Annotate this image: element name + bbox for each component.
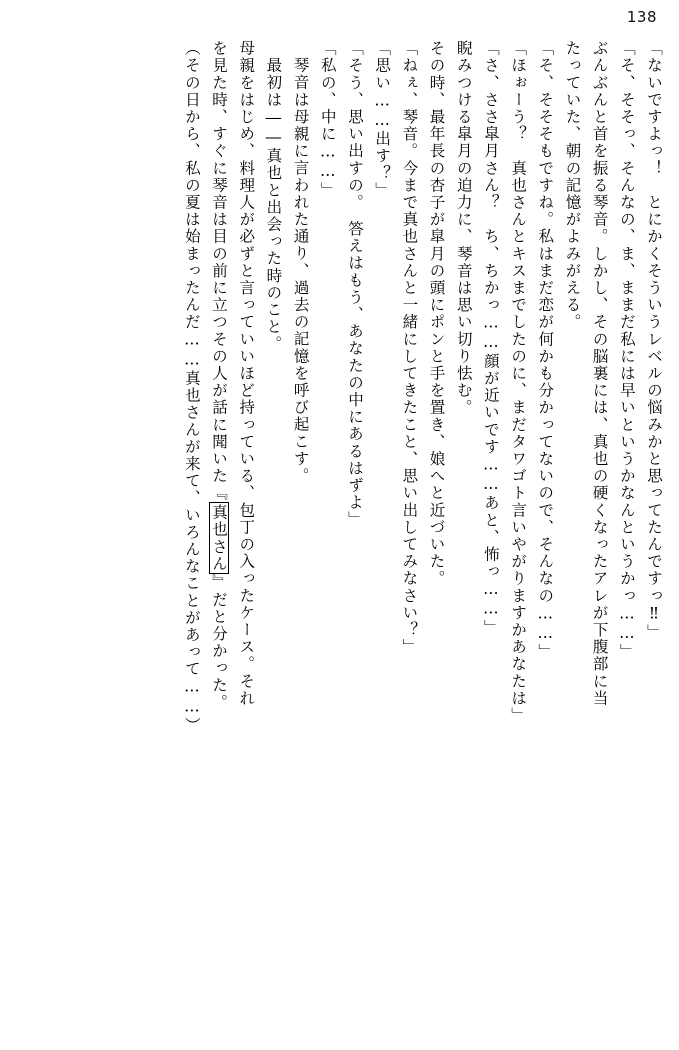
text-line: 「思い……出す？」	[373, 40, 392, 199]
emphasized-name: 真也さん	[210, 503, 228, 573]
page-number: 138	[626, 8, 657, 26]
text-line: 「そう、思い出すの。 答えはもう、あなたの中にあるはずよ」	[345, 40, 364, 529]
text-line: たっていた、朝の記憶がよみがえる。	[563, 40, 582, 331]
text-line: を見た時、すぐに琴音は目の前に立つその人が話に聞いた『真也さん』だと分かった。	[210, 40, 228, 711]
text-line: 「ほぉーう？ 真也さんとキスまでしたのに、まだタワゴト言いやがりますかあなたは」	[509, 40, 528, 724]
text-line: 「ねぇ、琴音。今まで真也さんと一緒にしてきたこと、思い出してみなさい？」	[400, 40, 419, 656]
text-line: 母親をはじめ、料理人が必ずと言っていいほど持っている、包丁の入ったケース。それ	[237, 40, 256, 707]
text-line: 琴音は母親に言われた通り、過去の記憶を呼び起こす。	[291, 57, 310, 485]
text-line: （その日から、私の夏は始まったんだ……真也さんが来て、いろんなことがあって……）	[182, 40, 201, 734]
vertical-text-body	[18, 40, 661, 1036]
text-line: 「私の、中に……」	[318, 40, 337, 199]
text-line: 最初は――真也と出会った時のこと。	[264, 57, 283, 353]
text-line: 「そ、そそそもですね。私はまだ恋が何かも分かってないので、そんなの……」	[536, 40, 555, 661]
text-line: ぶんぶんと首を振る琴音。しかし、その脳裏には、真也の硬くなったアレが下腹部に当	[590, 40, 609, 707]
text-line: 「ないですよっ！ とにかくそういうレベルの悩みかと思ってたんですっ‼」	[645, 40, 663, 641]
text-line: 「そ、そそっ、そんなの、ま、ままだ私には早いというかなんというかっ……」	[617, 40, 636, 661]
text-line: 「さ、ささ皐月さん？ ち、ちかっ……顔が近いです……あと、怖っ……」	[481, 40, 500, 637]
text-line: 睨みつける皐月の迫力に、琴音は思い切り怯む。	[454, 40, 473, 417]
text-line: その時、最年長の杏子が皐月の頭にポンと手を置き、娘へと近づいた。	[427, 40, 446, 588]
